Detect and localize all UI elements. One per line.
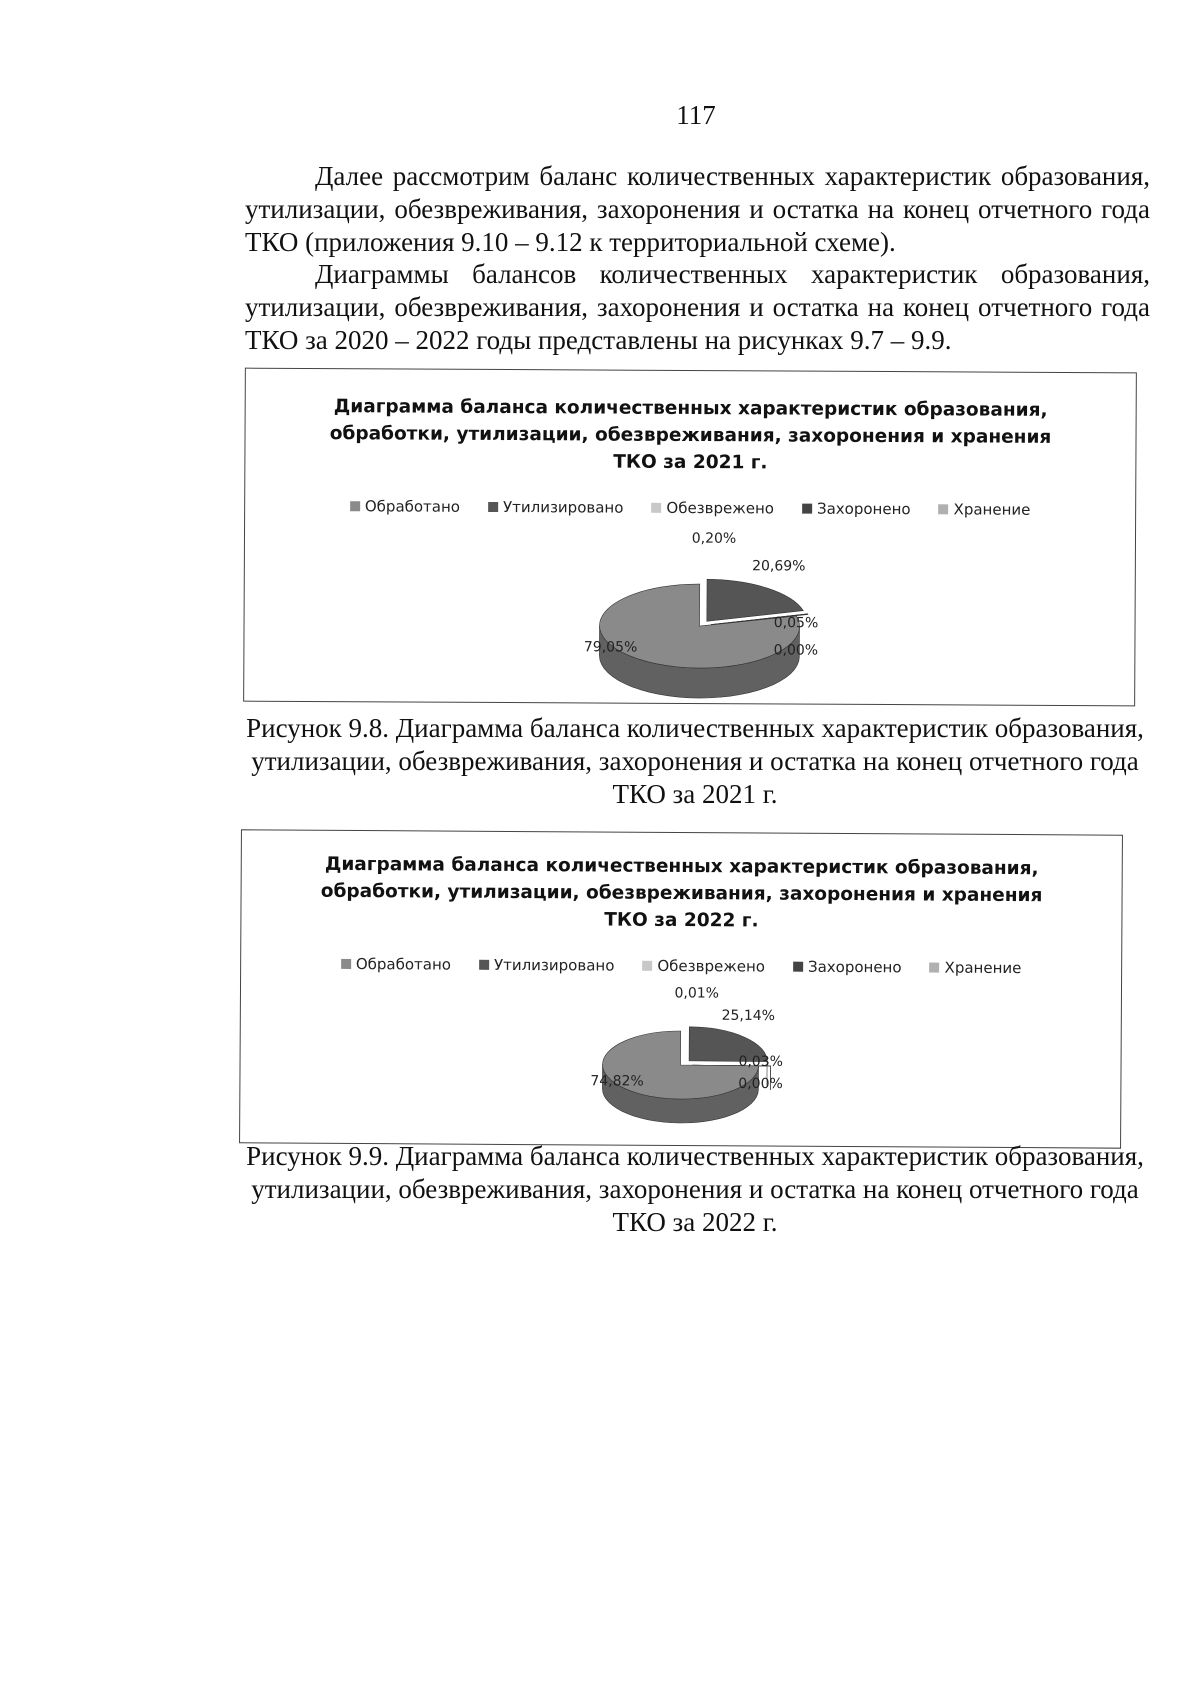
figure-caption-9-9 <box>230 1140 1160 1239</box>
caption-line: Рисунок 9.9. Диаграмма баланса количественных характеристик образования, <box>246 1141 1144 1171</box>
chart-title-line: обработки, утилизации, обезвреживания, захоронения и хранения <box>320 880 1043 907</box>
data-label: 0,20% <box>691 530 737 547</box>
data-label: 20,69% <box>752 558 806 575</box>
caption-line: утилизации, обезвреживания, захоронения и остатка на конец отчетного года <box>251 746 1139 776</box>
caption-line: Рисунок 9.8. Диаграмма баланса количественных характеристик образования, <box>246 713 1144 743</box>
legend-label: Обработано <box>364 497 461 516</box>
chart-title-line: ТКО за 2022 г. <box>604 909 759 932</box>
paragraph-line: Диаграммы балансов количественных характеристик образования, <box>315 259 1150 289</box>
legend-label: Обезврежено <box>657 956 766 976</box>
legend-label: Хранение <box>944 958 1022 978</box>
page-number: 117 <box>676 100 716 130</box>
chart-title-line: ТКО за 2021 г. <box>613 451 768 474</box>
chart-2022 <box>239 829 1123 1148</box>
paragraph-2 <box>245 258 1150 357</box>
legend-label: Обработано <box>355 955 452 974</box>
data-label: 0,03% <box>738 1053 784 1071</box>
caption-line: утилизации, обезвреживания, захоронения и остатка на конец отчетного года <box>251 1174 1139 1204</box>
caption-line: ТКО за 2021 г. <box>612 779 778 809</box>
caption-line: ТКО за 2022 г. <box>612 1207 778 1237</box>
chart-2021 <box>243 368 1137 707</box>
data-label: 0,00% <box>773 642 819 659</box>
pie-chart-svg <box>244 369 1136 706</box>
legend-label: Обезврежено <box>666 498 775 518</box>
figure-caption-9-8 <box>230 712 1160 811</box>
chart-title-line: Диаграмма баланса количественных характеристик образования, <box>324 853 1039 880</box>
legend-label: Утилизировано <box>502 498 624 517</box>
data-label: 25,14% <box>721 1007 776 1025</box>
data-label: 0,00% <box>738 1075 783 1093</box>
data-label: 0,01% <box>674 985 720 1002</box>
legend-label: Хранение <box>953 500 1031 519</box>
legend-label: Захоронено <box>807 957 902 977</box>
data-label: 74,82% <box>590 1073 644 1090</box>
paragraph-line: ТКО (приложения 9.10 – 9.12 к территориальной схеме). <box>245 227 896 257</box>
paragraph-line: утилизации, обезвреживания, захоронения и остатка на конец отчетного года <box>245 194 1150 224</box>
chart-title-line: Диаграмма баланса количественных характеристик образования, <box>333 396 1048 421</box>
paragraph-line: утилизации, обезвреживания, захоронения и остатка на конец отчетного года <box>245 292 1150 322</box>
legend-label: Захоронено <box>816 499 911 519</box>
pie-chart-svg <box>240 830 1122 1147</box>
data-label: 79,05% <box>583 639 638 656</box>
paragraph-line: ТКО за 2020 – 2022 годы представлены на рисунках 9.7 – 9.9. <box>245 325 952 355</box>
chart-title-line: обработки, утилизации, обезвреживания, захоронения и хранения <box>329 423 1052 448</box>
paragraph-1 <box>245 160 1150 259</box>
paragraph-line: Далее рассмотрим баланс количественных характеристик образования, <box>315 161 1150 191</box>
data-label: 0,05% <box>773 615 819 632</box>
legend-label: Утилизировано <box>493 955 615 975</box>
